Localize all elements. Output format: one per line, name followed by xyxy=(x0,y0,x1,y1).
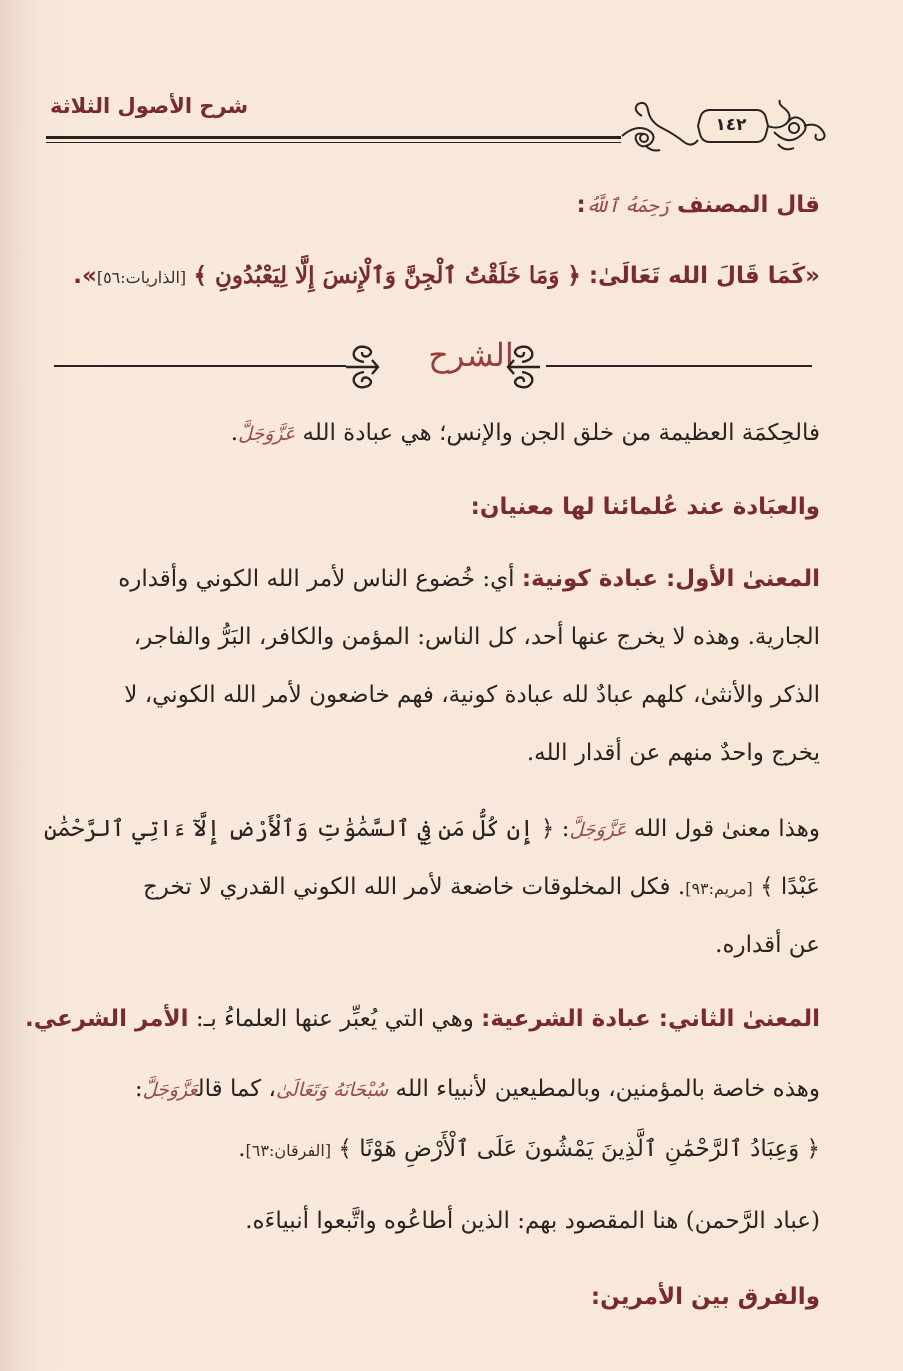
paragraph-3-line-3: الذكر والأنثىٰ، كلهم عبادٌ لله عبادة كونية، فهم خاضعون لأمر الله الكوني، لا xyxy=(124,682,820,708)
paragraph-3-line-2: الجارية. وهذه لا يخرج عنها أحد، كل الناس: المؤمن والكافر، البَرُّ والفاجر، xyxy=(133,624,820,650)
first-meaning-label: المعنىٰ الأول: عبادة كونية: xyxy=(521,566,820,592)
second-meaning-label: المعنىٰ الثاني: عبادة الشرعية: xyxy=(481,1006,820,1032)
verse-reference: [الفرقان:٦٣] xyxy=(245,1141,332,1160)
divider-line xyxy=(54,365,346,367)
paragraph-6-line-2: ﴿ وَعِبَادُ ٱلرَّحْمَٰنِ ٱلَّذِينَ يَمْشُونَ عَلَى ٱلْأَرْضِ هَوْنًا ﴾ [الفرقان:٦٣]. xyxy=(238,1136,820,1162)
verse-reference: [الذاريات:٥٦] xyxy=(96,268,187,287)
honorific: سُبْحَانَهُ وَتَعَالَىٰ xyxy=(275,1079,389,1101)
verse-reference: [مريم:٩٣] xyxy=(685,879,753,898)
divider-line xyxy=(546,365,812,367)
quran-verse: ﴿ وَعِبَادُ ٱلرَّحْمَٰنِ ٱلَّذِينَ يَمْشُونَ عَلَى ٱلْأَرْضِ هَوْنًا ﴾ xyxy=(331,1136,820,1162)
honorific: رَحِمَهُ ٱللَّهُ xyxy=(585,195,670,217)
quran-verse: عَبْدًا ﴾ xyxy=(752,874,820,900)
matn-quote: «كَمَا قَالَ الله تَعَالَىٰ: ﴿ وَمَا خَلَقْتُ ٱلْجِنَّ وَٱلْإِنسَ إِلَّا لِيَعْبُدُونِ ﴾ [الذاريات:٥٦]». xyxy=(73,262,820,289)
honorific: عَزَّوَجَلَّ xyxy=(569,819,627,841)
paragraph-1: فالحِكمَة العظيمة من خلق الجن والإنس؛ هي عبادة الله عَزَّوَجَلَّ. xyxy=(230,420,820,446)
paragraph-4-line-3: عن أقداره. xyxy=(715,932,820,958)
paragraph-3-line-4: يخرج واحدٌ منهم عن أقدار الله. xyxy=(526,740,820,766)
paragraph-5: المعنىٰ الثاني: عبادة الشرعية: وهي التي يُعبِّر عنها العلماءُ بـ: الأمر الشرعي. xyxy=(25,1006,820,1032)
header-rule xyxy=(46,136,621,146)
heading-difference: والفرق بين الأمرين: xyxy=(590,1284,820,1310)
quran-verse: : ﴿ إِن كُلُّ مَن فِي ٱلسَّمَٰوَٰتِ وَٱلْأَرْضِ إِلَّآ ءَاتِي ٱلرَّحْمَٰنِ xyxy=(43,816,570,842)
scroll-ornament-icon xyxy=(342,342,382,392)
scroll-ornament-icon xyxy=(504,342,544,392)
page-number: ١٤٢ xyxy=(715,115,747,135)
paragraph-4-line-2: عَبْدًا ﴾ [مريم:٩٣]. فكل المخلوقات خاضعة لأمر الله الكوني القدري لا تخرج xyxy=(142,874,820,900)
section-title: الشرح xyxy=(428,336,514,374)
honorific: عَزَّوَجَلَّ xyxy=(238,423,296,445)
page-header xyxy=(46,92,832,154)
book-title: شرح الأصول الثلاثة xyxy=(50,94,249,118)
honorific: عَزَّوَجَلَّ xyxy=(142,1079,198,1101)
quran-verse: ﴿ وَمَا خَلَقْتُ ٱلْجِنَّ وَٱلْإِنسَ إِلَّا لِيَعْبُدُونِ ﴾ xyxy=(193,262,581,289)
paragraph-6-line-1: وهذه خاصة بالمؤمنين، وبالمطيعين لأنبياء الله سُبْحَانَهُ وَتَعَالَىٰ، كما قالعَزَّوَجَلَّ: xyxy=(134,1076,820,1102)
paragraph-4-line-1: وهذا معنىٰ قول الله عَزَّوَجَلَّ: ﴿ إِن كُلُّ مَن فِي ٱلسَّمَٰوَٰتِ وَٱلْأَرْضِ إِلَّآ ءَاتِي ٱلرَّحْمَٰنِ xyxy=(43,816,820,842)
matn-intro: قال المصنف رَحِمَهُ ٱللَّهُ: xyxy=(576,192,820,218)
paragraph-3-line-1: المعنىٰ الأول: عبادة كونية: أي: خُضوع الناس لأمر الله الكوني وأقداره xyxy=(118,566,820,592)
heading-two-meanings: والعبَادة عند عُلمائنا لها معنيان: xyxy=(470,494,820,520)
paragraph-7: (عباد الرَّحمن) هنا المقصود بهم: الذين أطاعُوه واتَّبعوا أنبياءَه. xyxy=(245,1208,820,1234)
section-heading xyxy=(46,330,812,400)
page-number-ornament xyxy=(618,96,832,154)
